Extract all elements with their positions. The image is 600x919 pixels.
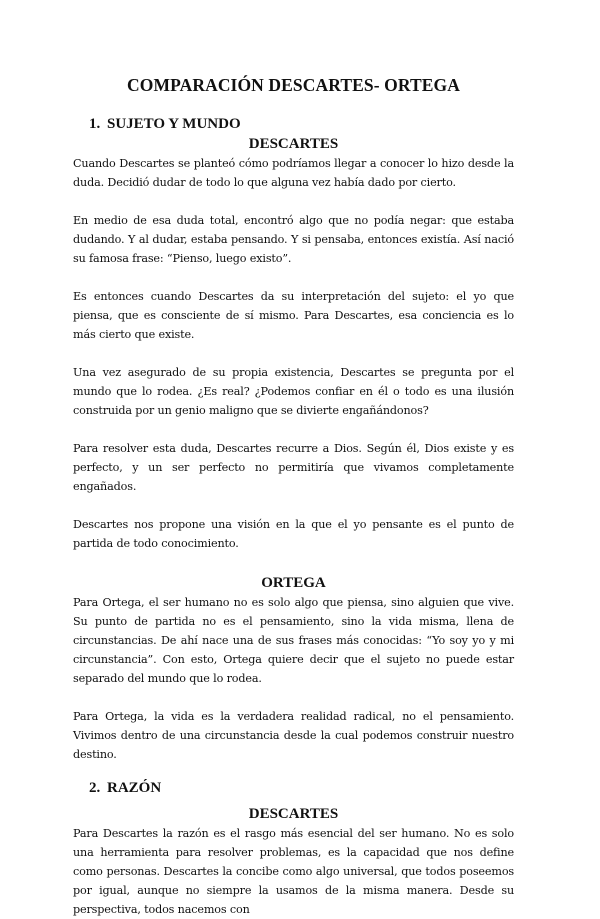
paragraph: Para resolver esta duda, Descartes recurre a Dios. Según él, Dios existe y es perfecto, y un ser perfecto no permitiría que vivamos completamente engañados. — [73, 442, 514, 493]
subsection-heading-descartes: DESCARTES — [248, 806, 339, 822]
section-number: 1. — [89, 116, 101, 132]
paragraph: Para Ortega, la vida es la verdadera realidad radical, no el pensamiento. Vivimos dentro de una circunstancia desde la cual podemos construir nuestro destino. — [73, 710, 514, 761]
section-title: SUJETO Y MUNDO — [107, 116, 241, 132]
paragraph: Una vez asegurado de su propia existencia, Descartes se pregunta por el mundo que lo rodea. ¿Es real? ¿Podemos confiar en él o todo es una ilusión construida por un genio maligno que se divierte engañándonos? — [73, 366, 514, 417]
paragraph: Para Descartes la razón es el rasgo más esencial del ser humano. No es solo una herramienta para resolver problemas, es la capacidad que nos define como personas. Descartes la concibe como algo universal, que todos poseemos por igual, aunque no siempre la usamos de la misma manera. Desde su perspectiva, todos nacemos con — [73, 827, 514, 916]
section-heading-sujeto-y-mundo — [73, 114, 514, 134]
paragraph: Descartes nos propone una visión en la que el yo pensante es el punto de partida de todo conocimiento. — [73, 518, 514, 550]
paragraph: Cuando Descartes se planteó cómo podríamos llegar a conocer lo hizo desde la duda. Decidió dudar de todo lo que alguna vez había dado por cierto. — [73, 157, 514, 189]
document-title: COMPARACIÓN DESCARTES- ORTEGA — [127, 75, 460, 95]
subsection-heading-descartes: DESCARTES — [248, 136, 339, 152]
section-number: 2. — [89, 780, 101, 796]
paragraph: Para Ortega, el ser humano no es solo algo que piensa, sino alguien que vive. Su punto de partida no es el pensamiento, sino la vida misma, llena de circunstancias. De ahí nace una de sus frases más conocidas: “Yo soy yo y mi circunstancia”. Con esto, Ortega quiere decir que el sujeto no puede estar separado del mundo que lo rodea. — [73, 596, 514, 685]
subsection-heading-ortega: ORTEGA — [261, 575, 326, 591]
paragraph: En medio de esa duda total, encontró algo que no podía negar: que estaba dudando. Y al dudar, estaba pensando. Y si pensaba, entonces existía. Así nació su famosa frase: “Pienso, luego existo”. — [73, 214, 514, 265]
section-heading-razon — [73, 778, 514, 798]
paragraph: Es entonces cuando Descartes da su interpretación del sujeto: el yo que piensa, que es consciente de sí mismo. Para Descartes, esa conciencia es lo más cierto que existe. — [73, 290, 514, 341]
section-title: RAZÓN — [107, 780, 162, 796]
